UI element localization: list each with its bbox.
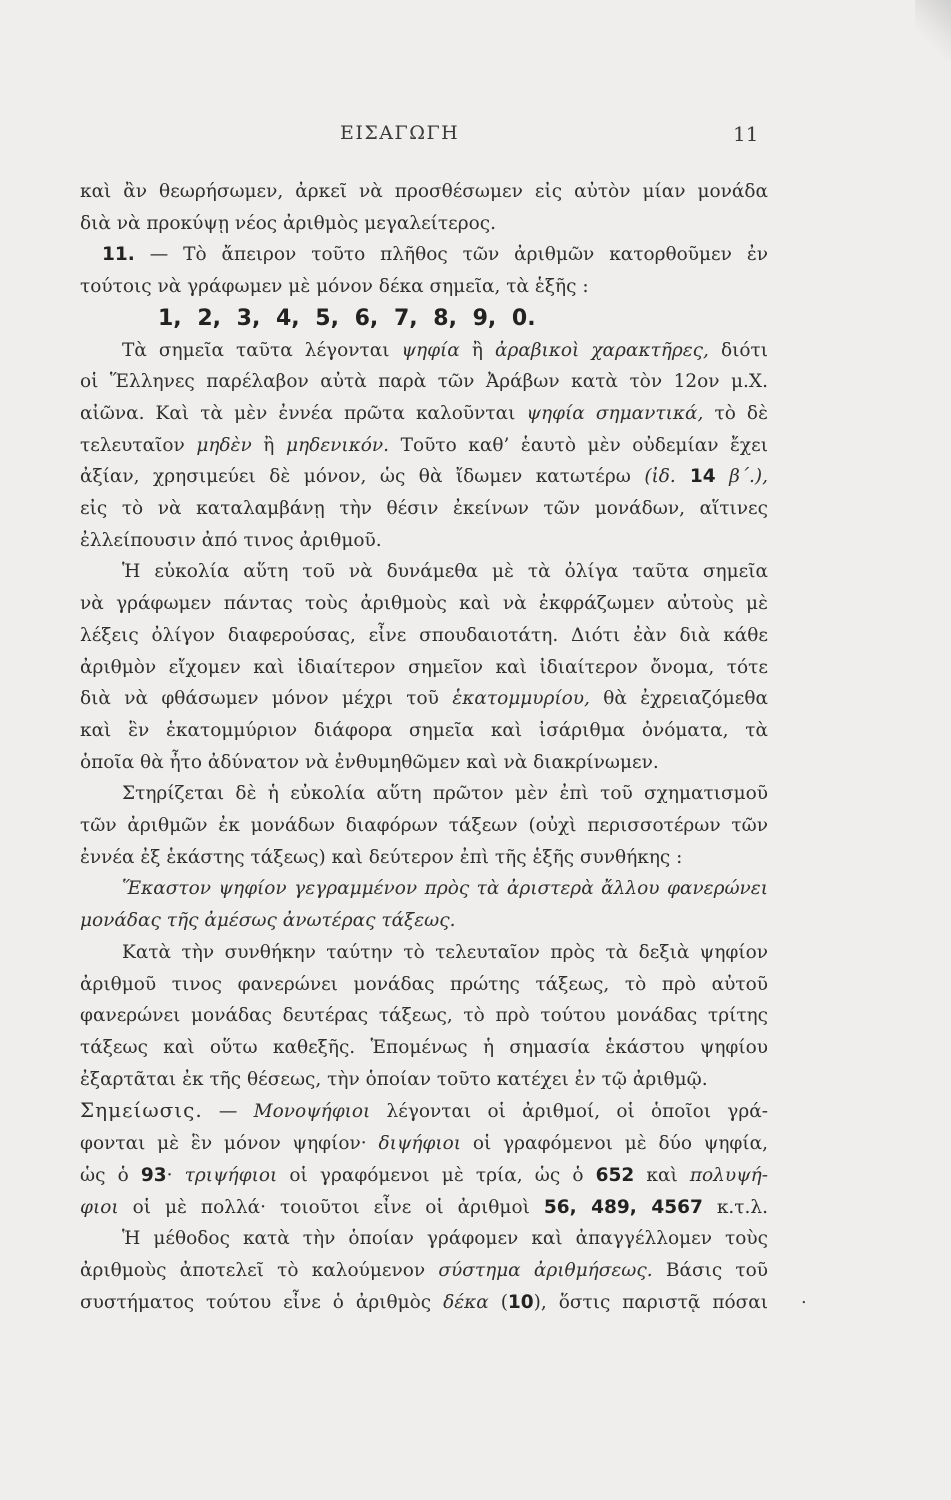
- text-line: [80, 810, 768, 842]
- text-segment: διὰ νὰ προκύψῃ νέος ἀριθμὸς μεγαλείτερος.: [80, 212, 497, 234]
- text-segment: ), ὅστις παριστᾷ πόσαι: [533, 1291, 768, 1313]
- running-header: [0, 122, 951, 152]
- text-segment: ἀριθμοὺς ἀποτελεῖ τὸ καλούμενον: [80, 1259, 439, 1281]
- text-segment: Στηρίζεται δὲ ἡ εὐκολία αὕτη πρῶτον μὲν ἐπὶ τοῦ σχηματισμοῦ: [122, 783, 768, 805]
- text-segment: νὰ γράφωμεν πάντας τοὺς ἀριθμοὺς καὶ νὰ ἐκφράζωμεν αὐτοὺς μὲ: [80, 593, 768, 615]
- text-segment: συστήματος τούτου εἶνε ὁ ἀριθμὸς: [80, 1291, 444, 1313]
- text-line: [80, 398, 768, 430]
- italic-term: σύστημα ἀριθμήσεως.: [438, 1259, 653, 1281]
- italic-term: ἀραβικοὶ χαρακτῆρες,: [494, 339, 709, 361]
- bold-number: 652: [595, 1164, 635, 1186]
- text-segment: οἱ Ἕλληνες παρέλαβον αὐτὰ παρὰ τῶν Ἀράβων κατὰ τὸν 12ον μ.Χ.: [80, 371, 768, 393]
- chapter-title: ΕΙΣΑΓΩΓΗ: [340, 122, 460, 144]
- page-corner-shadow: [915, 0, 951, 60]
- text-line: [80, 842, 768, 874]
- text-line: [80, 1032, 768, 1064]
- text-line: [80, 747, 768, 779]
- text-segment: ἐλλείπουσιν ἀπό τινος ἀριθμοῦ.: [80, 529, 382, 551]
- text-segment: εἰς τὸ νὰ καταλαμβάνῃ τὴν θέσιν ἐκείνων τῶν μονάδων, αἵτινες: [80, 498, 768, 520]
- text-segment: ἀριθμοῦ τινος φανερώνει μονάδας πρώτης τάξεως, τὸ πρὸ αὐτοῦ: [80, 973, 768, 995]
- text-segment: τούτοις νὰ γράφωμεν μὲ μόνον δέκα σημεῖα, τὰ ἑξῆς :: [80, 276, 589, 298]
- text-line: [80, 1255, 768, 1287]
- text-segment: θὰ ἐχρειαζόμεθα: [589, 688, 768, 710]
- text-segment: τελευταῖον: [80, 434, 197, 456]
- bold-number: 14: [675, 466, 716, 488]
- text-line: [80, 271, 768, 303]
- page-number: 11: [733, 122, 759, 146]
- text-segment: Ἡ εὐκολία αὕτη τοῦ νὰ δυνάμεθα μὲ τὰ ὀλίγα ταῦτα σημεῖα: [122, 561, 768, 583]
- italic-term: ψηφία: [401, 339, 460, 361]
- text-line: [80, 556, 768, 588]
- text-line: [80, 239, 768, 271]
- text-line: [80, 430, 768, 462]
- margin-mark: .: [801, 1287, 807, 1308]
- text-segment: τῶν ἀριθμῶν ἐκ μονάδων διαφόρων τάξεων (οὐχὶ περισσοτέρων τῶν: [80, 815, 768, 837]
- text-line: [80, 1095, 768, 1128]
- text-line: [80, 873, 768, 905]
- digits-line: [80, 303, 768, 335]
- text-segment: λέξεις ὀλίγον διαφερούσας, εἶνε σπουδαιοτάτη. Διότι ἐὰν διὰ κάθε: [80, 624, 768, 646]
- text-line: [80, 778, 768, 810]
- text-segment: τὸ δὲ: [703, 402, 768, 424]
- text-segment: —: [202, 1101, 254, 1123]
- italic-term: μονάδας τῆς ἀμέσως ἀνωτέρας τάξεως.: [80, 910, 456, 932]
- italic-term: τριψήφιοι: [184, 1164, 278, 1186]
- italic-term: δέκα: [443, 1291, 489, 1313]
- text-line: [80, 588, 768, 620]
- text-segment: διότι: [708, 339, 768, 361]
- text-segment: λέγονται οἱ ἀριθμοί, οἱ ὁποῖοι γρά-: [370, 1101, 768, 1123]
- text-line: [80, 335, 768, 367]
- text-segment: Ἡ μέθοδος κατὰ τὴν ὁποίαν γράφομεν καὶ ἀπαγγέλλομεν τοὺς: [122, 1228, 768, 1250]
- text-line: [80, 525, 768, 557]
- text-line: [80, 1160, 768, 1192]
- text-line: [80, 905, 768, 937]
- text-segment: οἱ γραφόμενοι μὲ τρία, ὡς ὁ: [277, 1164, 596, 1186]
- text-segment: οἱ μὲ πολλά· τοιοῦτοι εἶνε οἱ ἀριθμοὶ: [118, 1196, 544, 1218]
- bold-number: 93: [140, 1164, 167, 1186]
- text-segment: ἀξίαν, χρησιμεύει δὲ μόνον, ὡς θὰ ἴδωμεν κατωτέρω: [80, 466, 645, 488]
- italic-term: Ἕκαστον ψηφίον γεγραμμένον πρὸς τὰ ἀριστερὰ ἄλλου φανερώνει: [122, 878, 768, 900]
- text-segment: φονται μὲ ἓν μόνον ψηφίον·: [80, 1133, 379, 1155]
- text-segment: ὁποῖα θὰ ἦτο ἀδύνατον νὰ ἐνθυμηθῶμεν καὶ νὰ διακρίνωμεν.: [80, 751, 659, 773]
- text-line: [80, 1000, 768, 1032]
- text-segment: ἢ: [459, 339, 495, 361]
- text-segment: — Τὸ ἄπειρον τοῦτο πλῆθος τῶν ἀριθμῶν κατορθοῦμεν ἐν: [134, 244, 768, 266]
- text-line: [80, 1128, 768, 1160]
- text-line: [80, 715, 768, 747]
- italic-term: μηδενικόν.: [285, 434, 390, 456]
- text-segment: κ.τ.λ.: [702, 1196, 768, 1218]
- text-segment: φανερώνει μονάδας δευτέρας τάξεως, τὸ πρὸ τούτου μονάδας τρίτης: [80, 1005, 768, 1027]
- text-segment: οἱ γραφόμενοι μὲ δύο ψηφία,: [461, 1133, 768, 1155]
- text-segment: τάξεως καὶ οὕτω καθεξῆς. Ἑπομένως ἡ σημασία ἑκάστου ψηφίου: [80, 1036, 768, 1058]
- italic-term: Μονοψήφιοι: [253, 1101, 371, 1123]
- italic-term: διψήφιοι: [378, 1133, 462, 1155]
- italic-term: ψηφία σημαντικά,: [526, 402, 704, 424]
- text-segment: αἰῶνα. Καὶ τὰ μὲν ἐννέα πρῶτα καλοῦνται: [80, 402, 527, 424]
- text-line: [80, 652, 768, 684]
- text-segment: καὶ ἂν θεωρήσωμεν, ἀρκεῖ νὰ προσθέσωμεν εἰς αὐτὸν μίαν μονάδα: [80, 181, 768, 202]
- text-segment: 1, 2, 3, 4, 5, 6, 7, 8, 9, 0.: [158, 305, 536, 331]
- text-line: [80, 969, 768, 1001]
- text-line: [80, 176, 768, 208]
- text-line: [80, 1223, 768, 1255]
- text-line: [80, 1064, 768, 1096]
- text-line: [80, 620, 768, 652]
- bold-number: 56, 489, 4567: [543, 1196, 703, 1218]
- italic-term: (ἰδ.: [644, 466, 676, 488]
- text-line: [80, 1287, 768, 1319]
- italic-term: μηδὲν: [196, 434, 252, 456]
- text-segment: Τὰ σημεῖα ταῦτα λέγονται: [122, 339, 402, 361]
- text-line: [80, 366, 768, 398]
- text-line: [80, 461, 768, 493]
- text-segment: ὡς ὁ: [80, 1164, 141, 1186]
- text-line: [80, 937, 768, 969]
- body-text: [80, 176, 768, 1318]
- text-segment: ἀριθμὸν εἴχομεν καὶ ἰδιαίτερον σημεῖον καὶ ἰδιαίτερον ὄνομα, τότε: [80, 656, 768, 678]
- text-line: [80, 1192, 768, 1224]
- text-segment: Κατὰ τὴν συνθήκην ταύτην τὸ τελευταῖον πρὸς τὰ δεξιὰ ψηφίον: [122, 941, 768, 963]
- italic-term: πολυψή-: [689, 1164, 768, 1186]
- text-segment: ἐννέα ἐξ ἑκάστης τάξεως) καὶ δεύτερον ἐπὶ τῆς ἑξῆς συνθήκης :: [80, 846, 683, 868]
- text-segment: Τοῦτο καθ’ ἑαυτὸ μὲν οὐδεμίαν ἔχει: [389, 434, 768, 456]
- text-segment: ἢ: [251, 434, 286, 456]
- text-segment: Βάσις τοῦ: [652, 1259, 768, 1281]
- italic-term: β΄.),: [715, 466, 768, 488]
- text-segment: καὶ ἓν ἑκατομμύριον διάφορα σημεῖα καὶ ἰσάριθμα ὀνόματα, τὰ: [80, 719, 768, 741]
- text-line: [80, 493, 768, 525]
- text-segment: (: [488, 1291, 508, 1313]
- text-line: [80, 208, 768, 240]
- text-segment: ·: [166, 1164, 185, 1186]
- text-segment: ἐξαρτᾶται ἐκ τῆς θέσεως, τὴν ὁποίαν τοῦτο κατέχει ἐν τῷ ἀριθμῷ.: [80, 1068, 708, 1090]
- text-segment: καὶ: [634, 1164, 690, 1186]
- text-segment: διὰ νὰ φθάσωμεν μόνον μέχρι τοῦ: [80, 688, 453, 710]
- text-segment: Σημείωσις.: [80, 1098, 203, 1123]
- text-line: [80, 683, 768, 715]
- italic-term: φιοι: [80, 1196, 119, 1218]
- bold-number: 10: [507, 1291, 534, 1313]
- bold-number: 11.: [102, 244, 135, 266]
- italic-term: ἑκατομμυρίου,: [452, 688, 590, 710]
